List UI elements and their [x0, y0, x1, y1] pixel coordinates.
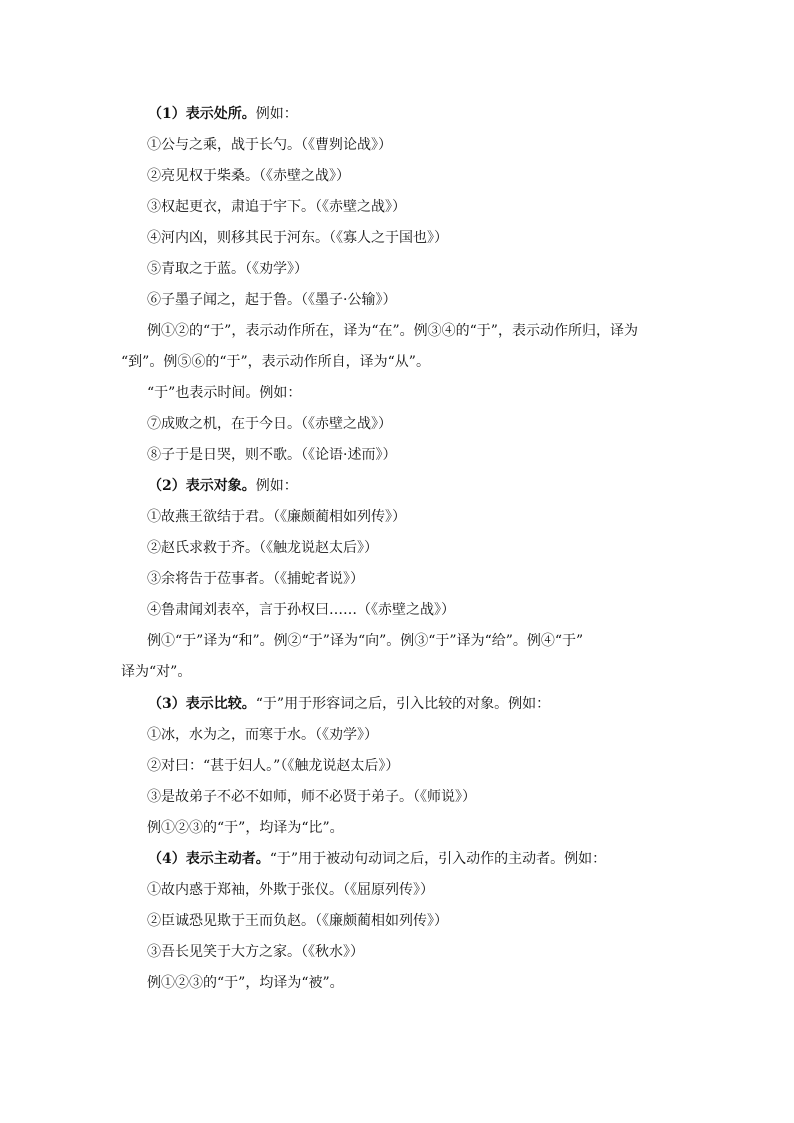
section4-heading-label: （4）表示主动者。 [148, 851, 270, 867]
section1-heading-label: （1）表示处所。 [148, 106, 256, 122]
example-line: ⑦成败之机，在于今日。（《赤壁之战》） [147, 416, 392, 432]
example-line: ①公与之乘，战于长勺。（《曹刿论战》） [147, 137, 392, 153]
section1-heading-rest: 例如： [255, 106, 298, 122]
time-note: “于”也表示时间。例如： [147, 385, 302, 401]
section2-heading-label: （2）表示对象。 [148, 478, 256, 494]
section3-heading-rest: “于”用于形容词之后，引入比较的对象。例如： [255, 696, 551, 712]
section3-heading [148, 696, 550, 712]
example-line: ①冰，水为之，而寒于水。（《劝学》） [147, 727, 378, 743]
explanation-line: 例①②的“于”，表示动作所在，译为“在”。例③④的“于”，表示动作所归，译为 [147, 323, 638, 339]
section4-heading [148, 851, 606, 867]
explanation-line: 例①②③的“于”，均译为“被”。 [147, 975, 344, 991]
example-line: ①故内惑于郑袖，外欺于张仪。（《屈原列传》） [147, 882, 434, 898]
section2-heading [148, 478, 298, 494]
section3-heading-label: （3）表示比较。 [148, 696, 256, 712]
example-line: ③吾长见笑于大方之家。（《秋水》） [147, 944, 364, 960]
section4-heading-rest: “于”用于被动句动词之后，引入动作的主动者。例如： [269, 851, 607, 867]
example-line: ③是故弟子不必不如师，师不必贤于弟子。（《师说》） [147, 789, 476, 805]
example-line: ②亮见权于柴桑。（《赤壁之战》） [147, 168, 350, 184]
section2-heading-rest: 例如： [255, 478, 298, 494]
example-line: ③余将告于莅事者。（《捕蛇者说》） [147, 571, 364, 587]
example-line: ⑧子于是日哭，则不歌。（《论语·述而》） [147, 447, 397, 463]
example-line: ④鲁肃闻刘表卒，言于孙权曰……（《赤壁之战》） [147, 602, 455, 618]
example-line: ②对曰：“甚于妇人。”（《触龙说赵太后》） [147, 758, 400, 774]
explanation-line: 译为“对”。 [121, 664, 192, 680]
example-line: ②赵氏求救于齐。（《触龙说赵太后》） [147, 540, 378, 556]
section1-heading [148, 106, 298, 122]
example-line: ④河内凶，则移其民于河东。（《寡人之于国也》） [147, 230, 448, 246]
example-line: ①故燕王欲结于君。（《廉颇蔺相如列传》） [147, 509, 406, 525]
example-line: ⑤青取之于蓝。（《劝学》） [147, 261, 308, 277]
example-line: ②臣诚恐见欺于王而负赵。（《廉颇蔺相如列传》） [147, 913, 448, 929]
explanation-line: 例①“于”译为“和”。例②“于”译为“向”。例③“于”译为“给”。例④“于” [147, 633, 584, 649]
example-line: ⑥子墨子闻之，起于鲁。（《墨子·公输》） [147, 292, 397, 308]
explanation-line: 例①②③的“于”，均译为“比”。 [147, 820, 344, 836]
example-line: ③权起更衣，肃追于宇下。（《赤壁之战》） [147, 199, 406, 215]
explanation-line: “到”。例⑤⑥的“于”，表示动作所自，译为“从”。 [121, 354, 430, 370]
